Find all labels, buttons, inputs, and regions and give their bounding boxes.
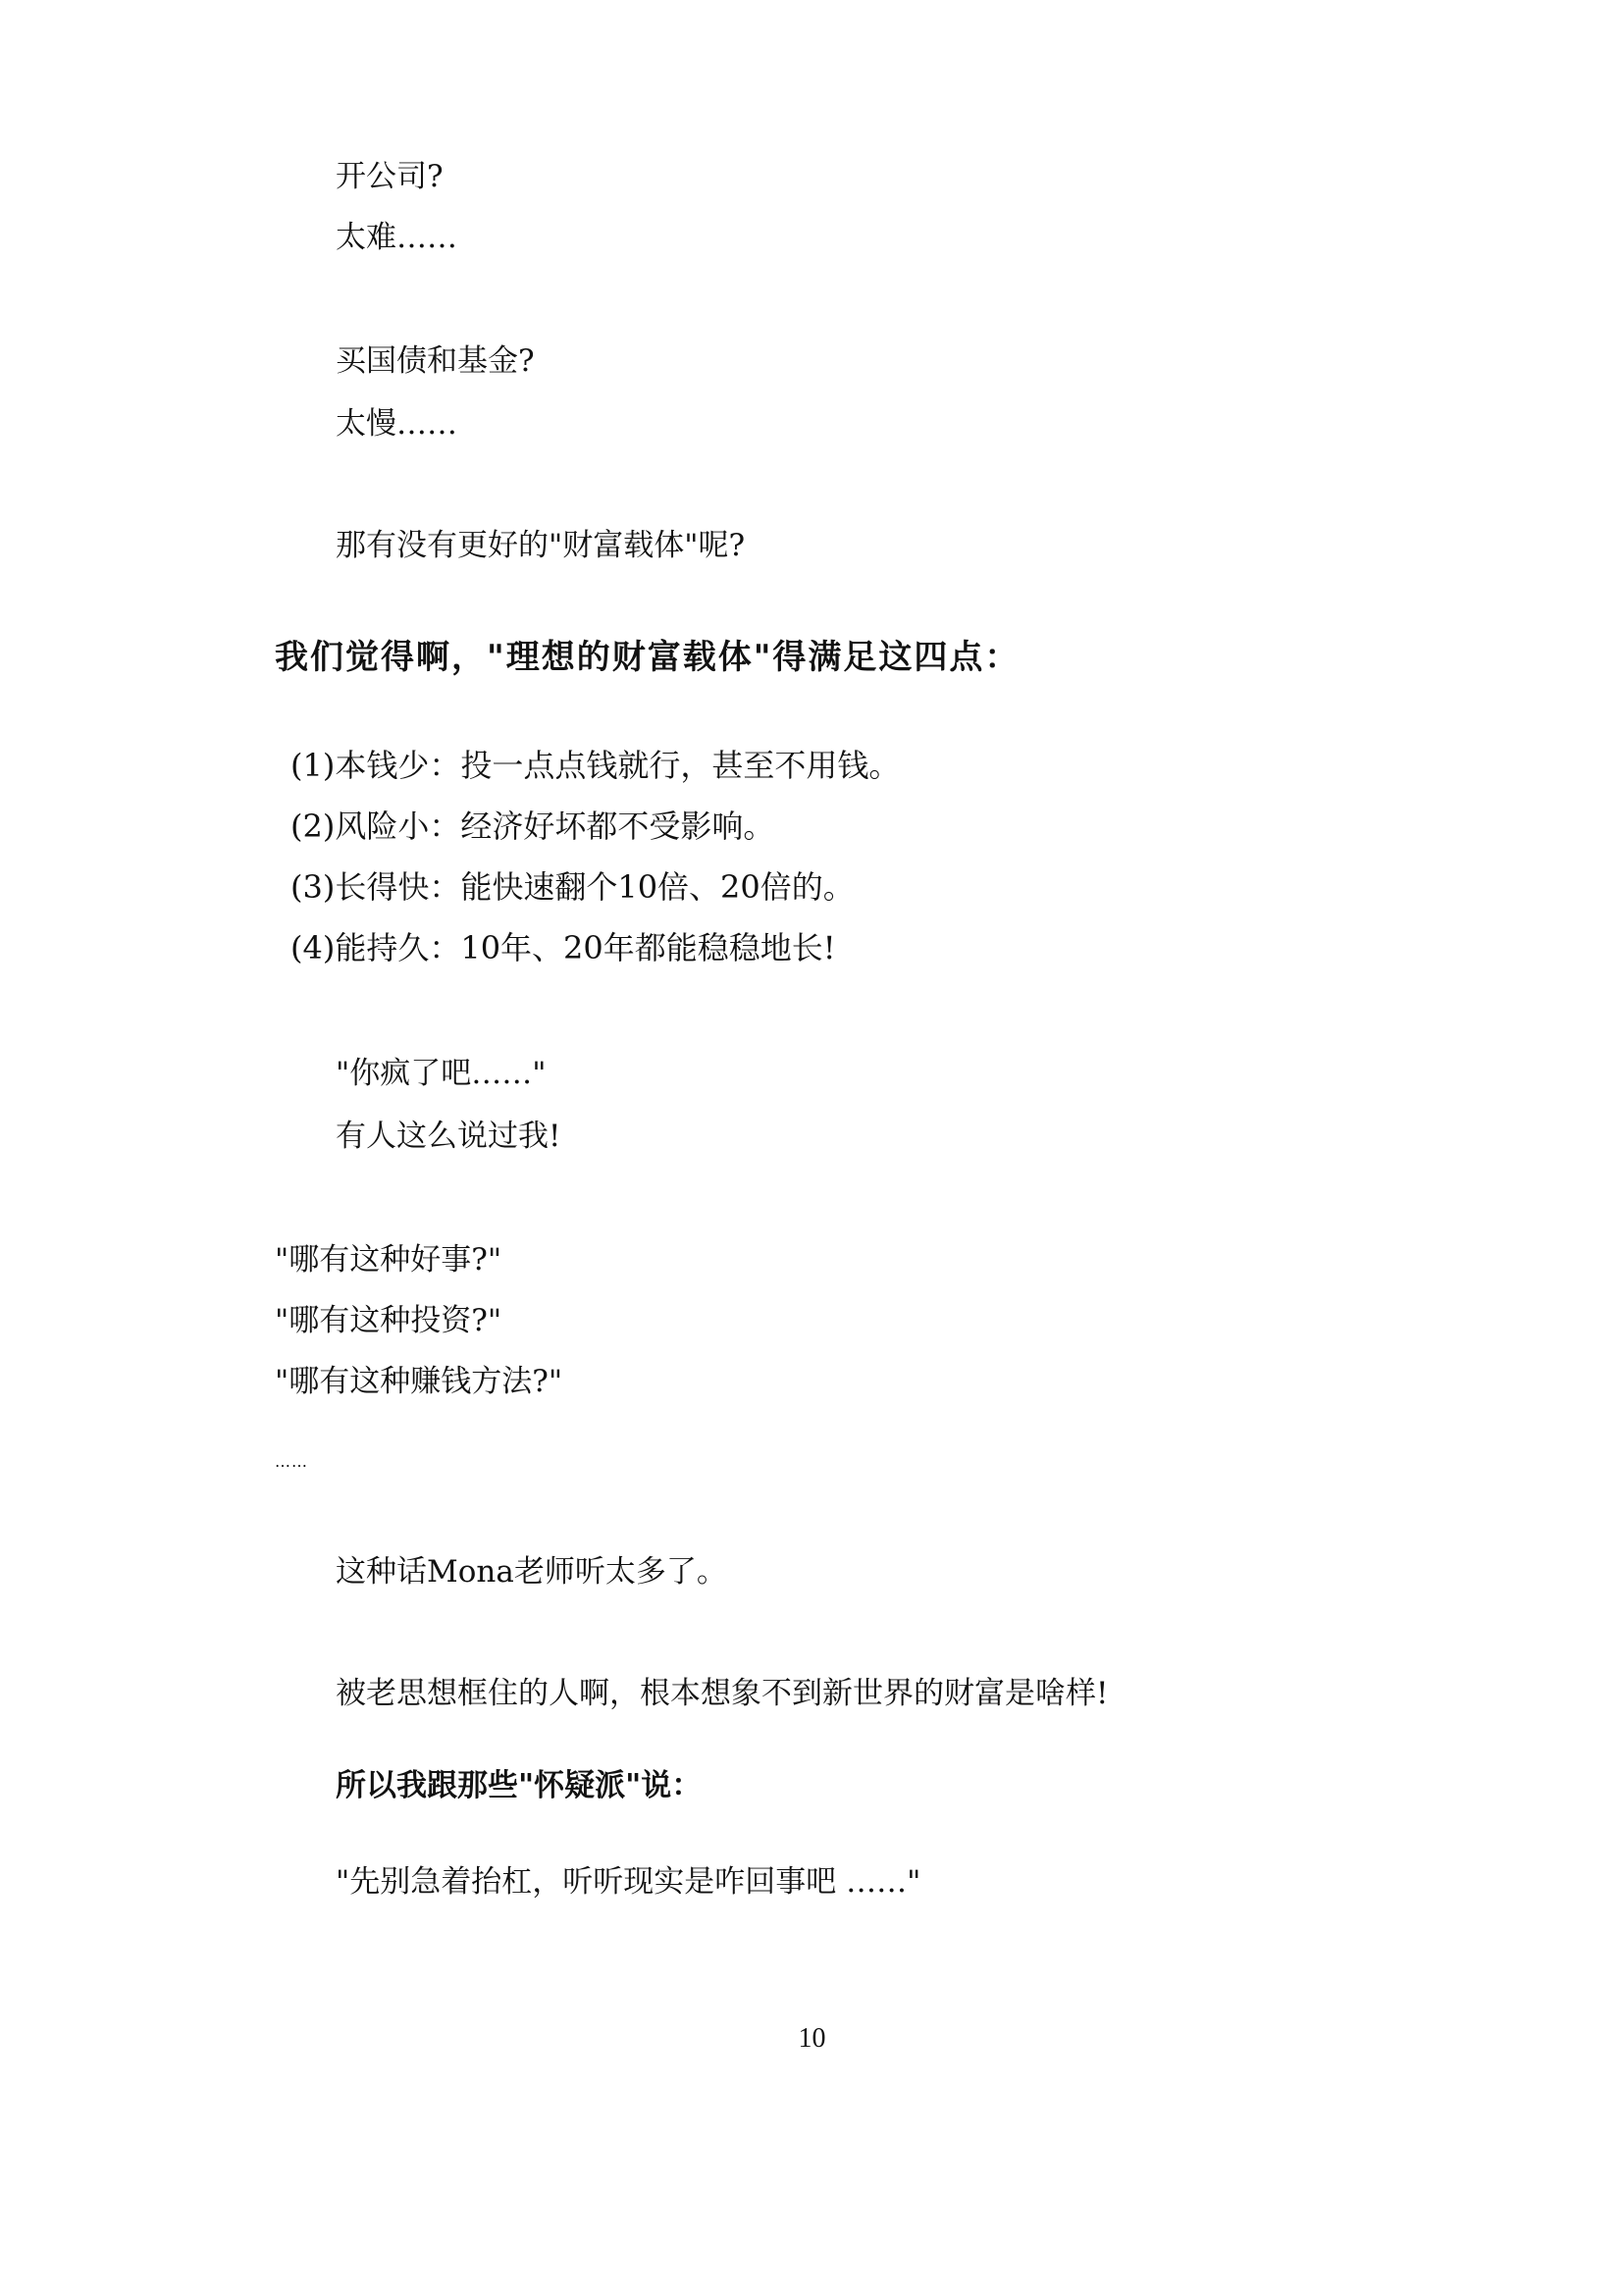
doubt-quote: "哪有这种投资?": [275, 1303, 502, 1338]
reaction-quote: "你疯了吧……": [336, 1056, 547, 1091]
reaction-note: 有人这么说过我!: [336, 1119, 561, 1154]
closing-paragraph-2: 被老思想框住的人啊，根本想象不到新世界的财富是啥样!: [336, 1676, 1109, 1711]
criteria-heading: 我们觉得啊，"理想的财富载体"得满足这四点：: [275, 638, 1021, 677]
question-better-vehicle: 那有没有更好的"财富载体"呢?: [336, 528, 746, 563]
closing-paragraph-3: 所以我跟那些"怀疑派"说：: [336, 1768, 703, 1803]
answer-too-slow: 太慢……: [336, 406, 457, 442]
answer-too-hard: 太难……: [336, 220, 457, 255]
question-open-company: 开公司?: [336, 159, 444, 194]
closing-paragraph-4: "先别急着抬杠，听听现实是咋回事吧 ……": [336, 1864, 921, 1900]
criteria-item: (3)长得快：能快速翻个10倍、20倍的。: [290, 868, 855, 906]
doubt-quote: "哪有这种好事?": [275, 1242, 502, 1278]
criteria-item: (1)本钱少：投一点点钱就行，甚至不用钱。: [290, 747, 901, 784]
doubt-quote: "哪有这种赚钱方法?": [275, 1364, 563, 1399]
criteria-item: (4)能持久：10年、20年都能稳稳地长!: [290, 929, 836, 966]
closing-paragraph-1: 这种话Mona老师听太多了。: [336, 1554, 727, 1590]
page-number: 10: [798, 2023, 826, 2054]
question-bonds-funds: 买国债和基金?: [336, 343, 535, 379]
criteria-item: (2)风险小：经济好坏都不受影响。: [290, 808, 775, 845]
doubt-ellipsis: ……: [275, 1452, 308, 1471]
